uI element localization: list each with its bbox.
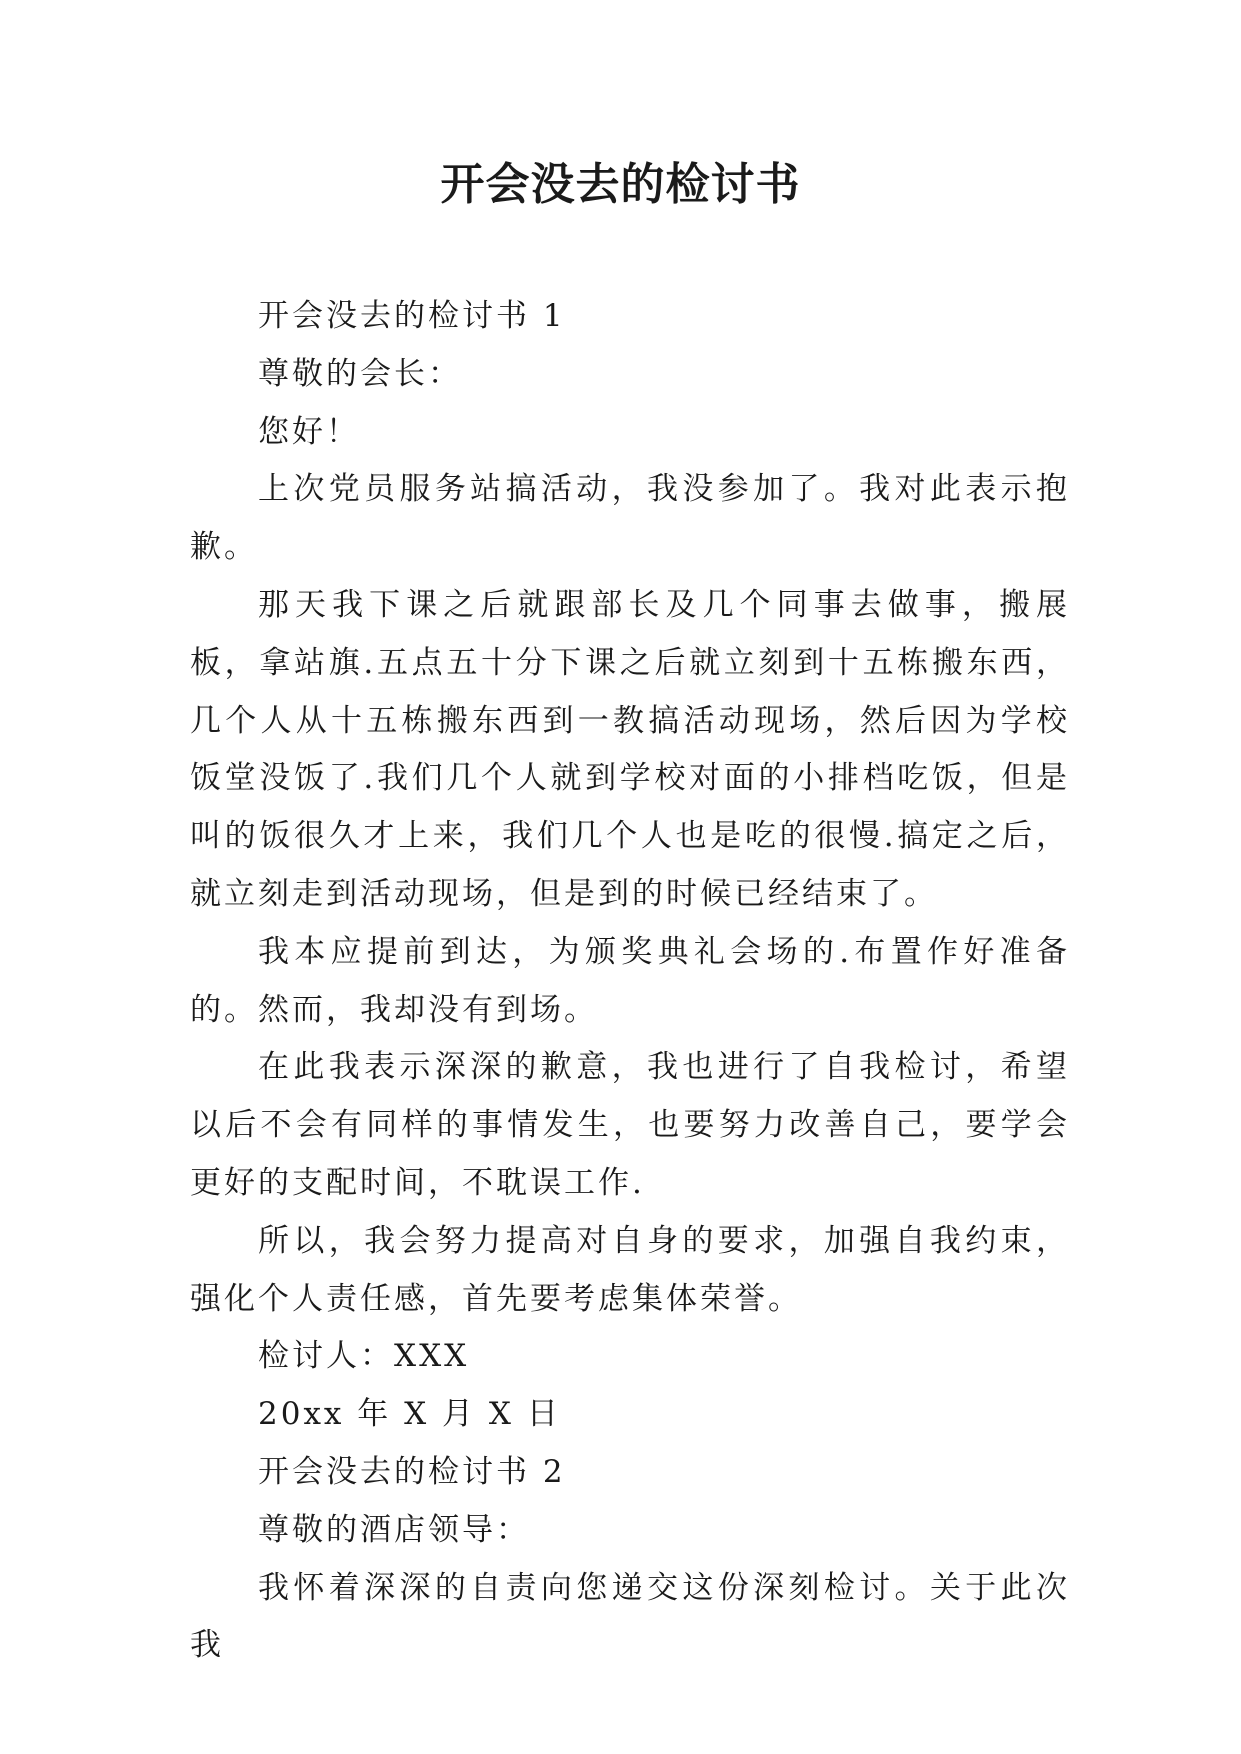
paragraph: 所以，我会努力提高对自身的要求，加强自我约束，强化个人责任感，首先要考虑集体荣誉。 <box>190 1222 1070 1317</box>
document-title: 开会没去的检讨书 <box>440 159 801 210</box>
salutation: 尊敬的会长： <box>258 355 462 392</box>
paragraph: 那天我下课之后就跟部长及几个同事去做事，搬展板，拿站旗.五点五十分下课之后就立刻到十五栋搬东西，几个人从十五栋搬东西到一教搞活动现场，然后因为学校饭堂没饭了.我们几个人就到学校对面的小排档吃饭，但是叫的饭很久才上来，我们几个人也是吃的很慢.搞定之后，就立刻走到活动现场，但是到的时候已经结束了。 <box>190 586 1070 912</box>
section-heading-1: 开会没去的检讨书 1 <box>258 298 566 334</box>
paragraph: 上次党员服务站搞活动，我没参加了。我对此表示抱歉。 <box>190 471 1070 566</box>
signature-line: 检讨人：XXX <box>258 1338 470 1375</box>
document-body <box>190 288 1070 1675</box>
paragraph: 我怀着深深的自责向您递交这份深刻检讨。关于此次我 <box>190 1569 1070 1664</box>
salutation: 尊敬的酒店领导： <box>258 1511 530 1548</box>
paragraph: 在此我表示深深的歉意，我也进行了自我检讨，希望以后不会有同样的事情发生，也要努力改善自己，要学会更好的支配时间，不耽误工作. <box>190 1049 1070 1201</box>
date-line: 20xx 年 X 月 X 日 <box>258 1396 561 1433</box>
greeting: 您好！ <box>258 413 360 450</box>
paragraph: 我本应提前到达，为颁奖典礼会场的.布置作好准备的。然而，我却没有到场。 <box>190 933 1070 1028</box>
section-heading-2: 开会没去的检讨书 2 <box>258 1453 566 1490</box>
